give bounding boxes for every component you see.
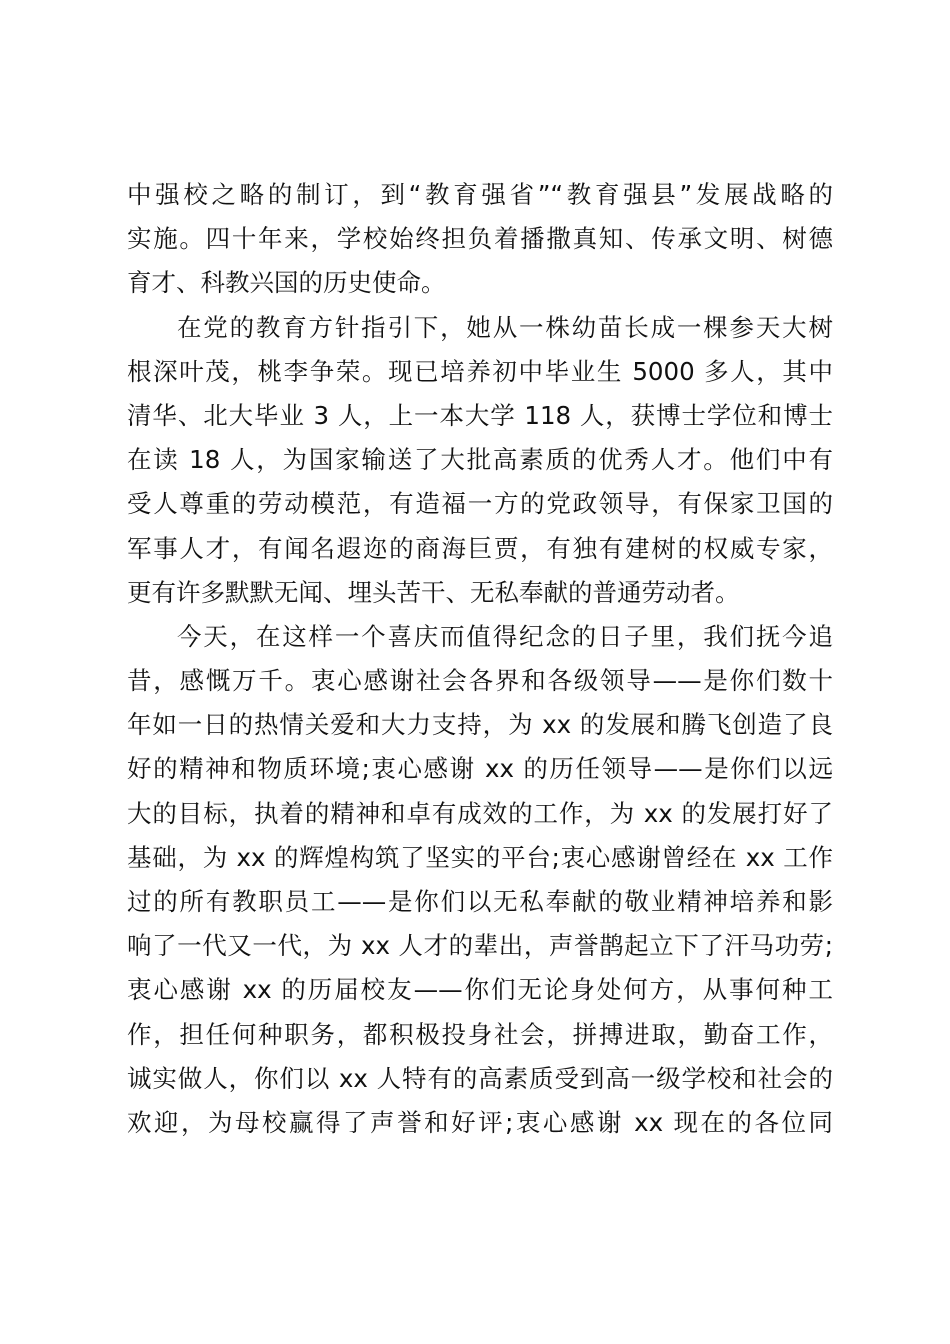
text-line: 在读 18 人，为国家输送了大批高素质的优秀人才。他们中有 [127, 445, 833, 475]
text-line: 中强校之略的制订，到“教育强省”“教育强县”发展战略的 [127, 180, 833, 209]
text-line: 清华、北大毕业 3 人，上一本大学 118 人，获博士学位和博士 [127, 400, 833, 430]
text-line: 育才、科教兴国的历史使命。 [127, 268, 446, 298]
text-line: 在党的教育方针指引下，她从一株幼苗长成一棵参天大树 [177, 312, 833, 342]
text-line: 军事人才，有闻名遐迩的商海巨贾，有独有建树的权威专家， [127, 533, 833, 563]
text-line: 作，担任何种职务，都积极投身社会，拼搏进取，勤奋工作， [127, 1019, 833, 1049]
text-line: 昔，感慨万千。衷心感谢社会各界和各级领导——是你们数十 [127, 666, 833, 696]
text-line: 过的所有教职员工——是你们以无私奉献的敬业精神培养和影 [127, 887, 833, 916]
text-line: 响了一代又一代，为 xx 人才的辈出，声誉鹊起立下了汗马功劳; [127, 931, 833, 961]
text-line: 诚实做人，你们以 xx 人特有的高素质受到高一级学校和社会的 [127, 1063, 833, 1093]
text-line: 衷心感谢 xx 的历届校友——你们无论身处何方，从事何种工 [127, 975, 833, 1005]
text-line: 欢迎，为母校赢得了声誉和好评;衷心感谢 xx 现在的各位同 [127, 1107, 833, 1137]
text-line: 受人尊重的劳动模范，有造福一方的党政领导，有保家卫国的 [127, 489, 833, 519]
text-line: 大的目标，执着的精神和卓有成效的工作，为 xx 的发展打好了 [127, 798, 833, 828]
text-line: 根深叶茂，桃李争荣。现已培养初中毕业生 5000 多人，其中 [127, 356, 833, 386]
text-line: 更有许多默默无闻、埋头苦干、无私奉献的普通劳动者。 [127, 577, 740, 607]
text-line: 今天，在这样一个喜庆而值得纪念的日子里，我们抚今追 [177, 621, 833, 651]
text-line: 实施。四十年来，学校始终担负着播撒真知、传承文明、树德 [127, 224, 833, 254]
document-body [127, 173, 833, 1145]
text-line: 好的精神和物质环境;衷心感谢 xx 的历任领导——是你们以远 [127, 754, 833, 784]
text-line: 年如一日的热情关爱和大力支持，为 xx 的发展和腾飞创造了良 [127, 710, 833, 740]
text-line: 基础，为 xx 的辉煌构筑了坚实的平台;衷心感谢曾经在 xx 工作 [127, 842, 833, 872]
